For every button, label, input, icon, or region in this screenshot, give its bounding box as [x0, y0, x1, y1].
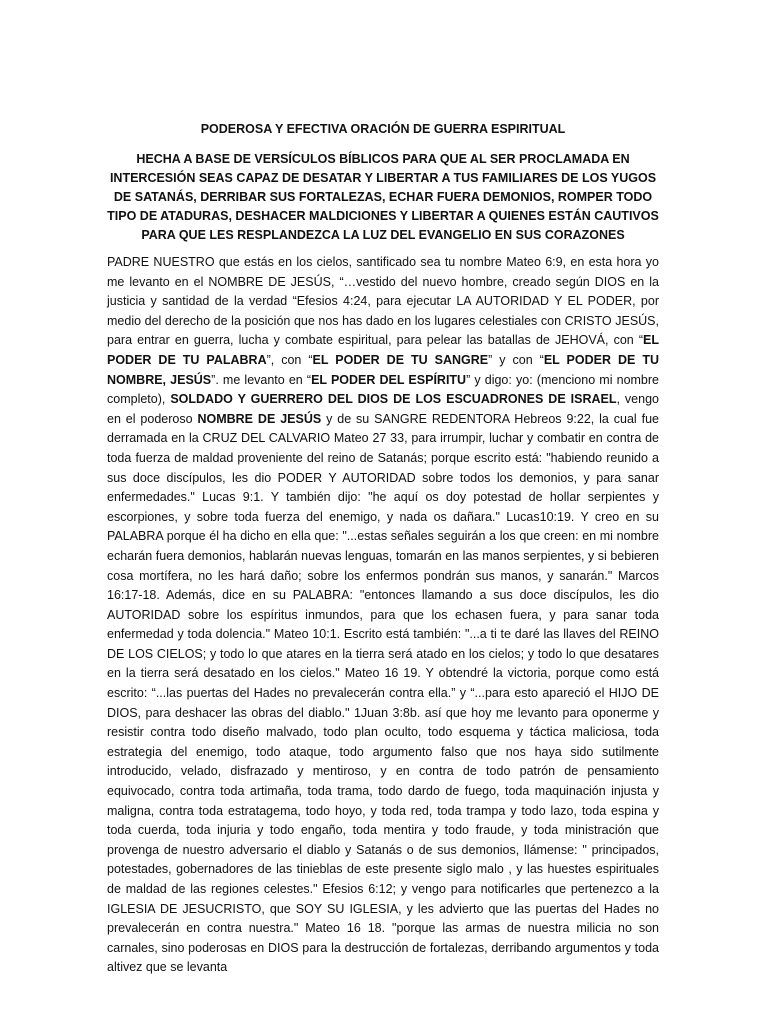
- body-emphasis: EL PODER DE TU PALABRA: [107, 333, 659, 367]
- body-text: ”. me levanto en “: [211, 372, 312, 387]
- body-text: y de su SANGRE REDENTORA Hebreos 9:22, la cual fue derramada en la CRUZ DEL CALVARIO Mateo 27 33, para irrumpir, luchar y combatir en contra de toda fuerza de maldad proveniente del reino de Satanás; porque escrito está: "habiendo reunido a sus doce discípulos, les dio PODER Y AUTORIDAD sobre todos los demonios, y para sanar enfermedades." Lucas 9:1. Y también dijo: "he aquí os doy potestad de hollar serpientes y escorpiones, y sobre toda fuerza del enemigo, y nada os dañara." Lucas10:19. Y creo en su PALABRA porque él ha dicho en ella que: "...estas señales seguirán a los que creen: en mi nombre echarán fuera demonios, hablarán nuevas lenguas, tomarán en las manos serpientes, y si bebieren cosa mortífera, no les hará daño; sobre los enfermos pondrán sus manos, y sanarán." Marcos 16:17-18. Además, dice en su PALABRA: "entonces llamando a sus doce discípulos, les dio AUTORIDAD sobre los espíritus inmundos, para que los echasen fuera, y para sanar toda enfermedad y toda dolencia." Mateo 10:1. Escrito está también: "...a ti te daré las llaves del REINO DE LOS CIELOS; y todo lo que atares en la tierra será atado en los cielos; y todo lo que desatares en la tierra será desatado en los cielos." Mateo 16 19. Y obtendré la victoria, porque como está escrito: “...las puertas del Hades no prevalecerán contra ella.” y “...para esto apareció el HIJO DE DIOS, para deshacer las obras del diablo." 1Juan 3:8b. así que hoy me levanto para oponerme y resistir contra todo diseño malvado, todo plan oculto, todo esquema y táctica maliciosa, toda estrategia del enemigo, todo ataque, todo argumento falso que nos haya sido sutilmente introducido, velado, disfrazado y mentiroso, y en contra de todo patrón de pensamiento equivocado, contra toda artimaña, toda trama, todo dardo de fuego, toda maquinación injusta y maligna, contra toda estratagema, todo hoyo, y toda red, toda trampa y todo lazo, toda espina y toda cuerda, toda injuria y todo engaño, toda mentira y todo fraude, y toda ministración que provenga de nuestro adversario el diablo y Satanás o de sus demonios, llámense: " principados, potestades, gobernadores de las tinieblas de este presente siglo malo , y las huestes espirituales de maldad de las regiones celestes." Efesios 6:12; y vengo para notificarles que pertenezco a la IGLESIA DE JESUCRISTO, que SOY SU IGLESIA, y les advierto que las puertas del Hades no prevalecerán en contra nuestra." Mateo 16 18. "porque las armas de nuestra milicia no son carnales, sino poderosas en DIOS para la destrucción de fortalezas, derribando argumentos y toda altivez que se levanta: [107, 411, 659, 975]
- body-emphasis: EL PODER DE TU NOMBRE, JESÚS: [107, 352, 659, 387]
- document-body: [107, 253, 659, 975]
- body-text: PADRE NUESTRO que estás en los cielos, santificado sea tu nombre Mateo 6:9, en esta hora yo me levanto en el NOMBRE DE JESÚS, “…vestido del nuevo hombre, creado según DIOS en la justicia y santidad de la verdad “Efesios 4:24, para ejecutar LA AUTORIDAD Y EL PODER, por medio del derecho de la posición que nos has dado en los lugares celestiales con CRISTO JESÚS, para entrar en guerra, lucha y combate espiritual, para pelear las batallas de JEHOVÁ, con “: [107, 255, 659, 348]
- body-emphasis: EL PODER DEL ESPÍRITU: [311, 372, 467, 387]
- body-emphasis: SOLDADO Y GUERRERO DEL DIOS DE LOS ESCUADRONES DE ISRAEL: [170, 392, 617, 407]
- body-text: ”, con “: [266, 352, 313, 367]
- body-emphasis: EL PODER DE TU SANGRE: [312, 352, 489, 367]
- body-emphasis: NOMBRE DE JESÚS: [197, 411, 322, 426]
- document-page: [107, 120, 659, 975]
- document-title: PODEROSA Y EFECTIVA ORACIÓN DE GUERRA ESPIRITUAL: [200, 122, 566, 136]
- document-subtitle: HECHA A BASE DE VERSÍCULOS BÍBLICOS PARA QUE AL SER PROCLAMADA EN INTERCESIÓN SEAS CAPAZ DE DESATAR Y LIBERTAR A TUS FAMILIARES DE LOS YUGOS DE SATANÁS, DERRIBAR SUS FORTALEZAS, ECHAR FUERA DEMONIOS, ROMPER TODO TIPO DE ATADURAS, DESHACER MALDICIONES Y LIBERTAR A QUIENES ESTÁN CAUTIVOS PARA QUE LES RESPLANDEZCA LA LUZ DEL EVANGELIO EN SUS CORAZONES: [107, 152, 659, 242]
- body-text: , vengo en el poderoso: [107, 392, 659, 426]
- body-text: ” y digo: yo: (menciono mi nombre completo),: [107, 372, 659, 407]
- body-text: ” y con “: [488, 352, 544, 367]
